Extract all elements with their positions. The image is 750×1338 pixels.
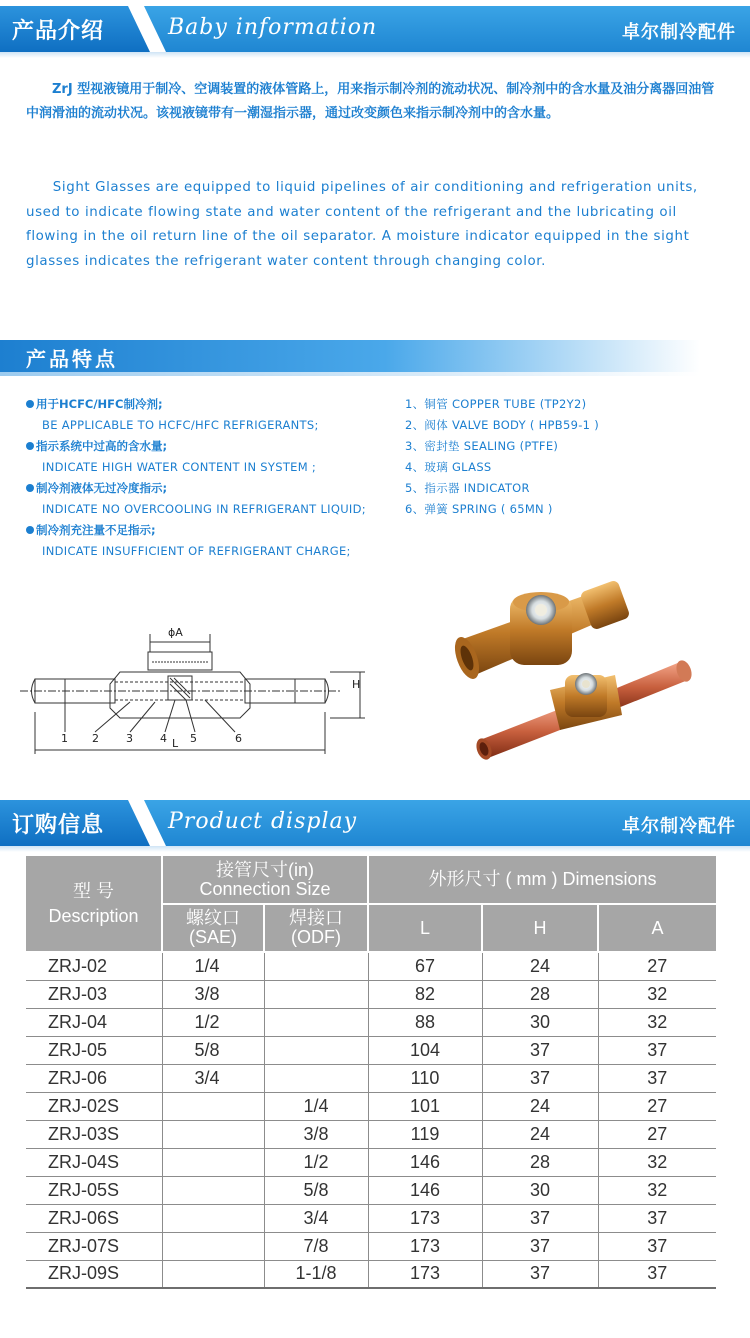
table-cell: 37 (598, 1204, 716, 1232)
table-cell: ZRJ-03S (26, 1120, 162, 1148)
table-row (26, 1120, 716, 1148)
table-cell (264, 1036, 368, 1064)
table-cell: 173 (368, 1232, 482, 1260)
table-cell: 1/4 (264, 1092, 368, 1120)
table-row (26, 1008, 716, 1036)
table-cell (162, 1148, 264, 1176)
sight-glass-odf-photo (474, 658, 695, 761)
table-cell: 5/8 (162, 1036, 264, 1064)
feature-item-en: INDICATE INSUFFICIENT OF REFRIGERANT CHARGE; (42, 544, 351, 558)
label-l: L (172, 737, 179, 750)
brand-name: 卓尔制冷配件 (622, 22, 736, 43)
feature-item-cn: 制冷剂液体无过冷度指示; (26, 478, 396, 499)
table-row (26, 1260, 716, 1288)
intro-english: Sight Glasses are equipped to liquid pipelines of air conditioning and refrigeration units, used to indicate flowing state and water content of the refrigerant and the lubricating oil flowing in the oil return line of the oil separator. A moisture indicator equipped in the sight glasses indicates the refrigerant water content through changing color. (26, 180, 698, 269)
table-cell: 1/2 (162, 1008, 264, 1036)
section-header-order-info (0, 800, 750, 846)
technical-drawing (20, 622, 380, 762)
table-cell: 37 (482, 1064, 598, 1092)
table-cell (264, 980, 368, 1008)
table-row (26, 1036, 716, 1064)
table-cell: 67 (368, 952, 482, 980)
part-item: 6、弹簧 SPRING ( 65MN ) (405, 502, 553, 516)
table-cell: 37 (598, 1036, 716, 1064)
table-cell (162, 1176, 264, 1204)
features-title: 产品特点 (26, 347, 118, 371)
table-cell: 101 (368, 1092, 482, 1120)
header-model: 型 号 Description (26, 856, 162, 952)
part-item: 1、铜管 COPPER TUBE (TP2Y2) (405, 397, 587, 411)
feature-list (26, 394, 396, 562)
table-cell: 173 (368, 1204, 482, 1232)
table-cell: 24 (482, 1120, 598, 1148)
table-cell: 37 (482, 1232, 598, 1260)
part-item: 4、玻璃 GLASS (405, 460, 492, 474)
table-cell: 1-1/8 (264, 1260, 368, 1288)
table-cell: ZRJ-03 (26, 980, 162, 1008)
intro-chinese: ZrJ 型视液镜用于制冷、空调装置的液体管路上，用来指示制冷剂的流动状况、制冷剂中的含水量及油分离器回油管中润滑油的流动状况。该视液镜带有一潮湿指示器，通过改变颜色来指示制冷剂中的含水量。 (26, 82, 715, 121)
table-row (26, 1232, 716, 1260)
table-cell: 88 (368, 1008, 482, 1036)
table-cell: 37 (598, 1232, 716, 1260)
callout-number: 3 (126, 732, 133, 745)
feature-item-en: INDICATE HIGH WATER CONTENT IN SYSTEM ; (42, 460, 317, 474)
callout-number: 2 (92, 732, 99, 745)
table-cell: 1/4 (162, 952, 264, 980)
table-row (26, 952, 716, 980)
table-cell (162, 1092, 264, 1120)
table-row (26, 1148, 716, 1176)
part-item: 2、阀体 VALVE BODY ( HPB59-1 ) (405, 418, 600, 432)
table-cell: 37 (482, 1260, 598, 1288)
table-cell: 32 (598, 1008, 716, 1036)
section-header-product-intro (0, 6, 750, 52)
table-cell: 37 (598, 1260, 716, 1288)
table-cell: ZRJ-05S (26, 1176, 162, 1204)
header-underline (0, 846, 750, 852)
table-cell: ZRJ-09S (26, 1260, 162, 1288)
table-cell: 5/8 (264, 1176, 368, 1204)
table-cell: 30 (482, 1176, 598, 1204)
label-h: H (352, 678, 361, 691)
table-cell: 173 (368, 1260, 482, 1288)
header-underline (0, 52, 750, 58)
callout-number: 4 (160, 732, 167, 745)
bullet-icon (26, 526, 34, 534)
table-cell: ZRJ-06 (26, 1064, 162, 1092)
header-h: H (482, 904, 598, 952)
header-dimensions: 外形尺寸 ( mm ) Dimensions (368, 856, 716, 904)
bullet-icon (26, 484, 34, 492)
header-a: A (598, 904, 716, 952)
table-cell: 24 (482, 1092, 598, 1120)
table-cell (264, 952, 368, 980)
feature-item-cn: 指示系统中过高的含水量; (26, 436, 396, 457)
specification-table (26, 856, 716, 1289)
table-cell: 27 (598, 952, 716, 980)
label-phi-a: ϕA (168, 626, 183, 639)
table-cell: 32 (598, 1148, 716, 1176)
header-odf: 焊接口 (ODF) (264, 904, 368, 952)
parts-list (405, 394, 745, 520)
table-cell: 28 (482, 1148, 598, 1176)
header-l: L (368, 904, 482, 952)
table-cell (162, 1204, 264, 1232)
callout-number: 5 (190, 732, 197, 745)
table-cell (162, 1232, 264, 1260)
table-cell: ZRJ-07S (26, 1232, 162, 1260)
section-header-features (0, 340, 700, 372)
table-cell: 7/8 (264, 1232, 368, 1260)
table-cell: 30 (482, 1008, 598, 1036)
table-cell: 37 (482, 1036, 598, 1064)
table-cell: 28 (482, 980, 598, 1008)
table-cell: ZRJ-04S (26, 1148, 162, 1176)
product-photos (400, 580, 750, 770)
callout-number: 6 (235, 732, 242, 745)
table-cell: 37 (482, 1204, 598, 1232)
section-title: 产品介绍 (12, 19, 105, 44)
table-cell (264, 1008, 368, 1036)
table-row (26, 1204, 716, 1232)
table-cell: 32 (598, 1176, 716, 1204)
bullet-icon (26, 400, 34, 408)
table-cell: 146 (368, 1148, 482, 1176)
table-cell: ZRJ-04 (26, 1008, 162, 1036)
table-cell: 3/4 (264, 1204, 368, 1232)
part-item: 3、密封垫 SEALING (PTFE) (405, 439, 559, 453)
table-cell: 24 (482, 952, 598, 980)
feature-item-en: INDICATE NO OVERCOOLING IN REFRIGERANT LIQUID; (42, 502, 366, 516)
table-cell (162, 1120, 264, 1148)
table-cell: 1/2 (264, 1148, 368, 1176)
header-sae: 螺纹口 (SAE) (162, 904, 264, 952)
features-underline (0, 372, 700, 376)
table-cell: 82 (368, 980, 482, 1008)
table-cell: 3/8 (162, 980, 264, 1008)
table-row (26, 1176, 716, 1204)
callout-number: 1 (61, 732, 68, 745)
header-connection-size: 接管尺寸(in) Connection Size (162, 856, 368, 904)
bullet-icon (26, 442, 34, 450)
part-item: 5、指示器 INDICATOR (405, 481, 530, 495)
table-cell: 3/4 (162, 1064, 264, 1092)
section-title: 订购信息 (12, 813, 105, 838)
table-row (26, 1092, 716, 1120)
table-cell: ZRJ-02S (26, 1092, 162, 1120)
table-cell: ZRJ-06S (26, 1204, 162, 1232)
table-cell: 104 (368, 1036, 482, 1064)
table-cell: 3/8 (264, 1120, 368, 1148)
table-cell: 37 (598, 1064, 716, 1092)
table-row (26, 1064, 716, 1092)
table-cell: 32 (598, 980, 716, 1008)
table-cell: 146 (368, 1176, 482, 1204)
section-subtitle: Baby information (168, 15, 378, 40)
table-cell: ZRJ-05 (26, 1036, 162, 1064)
section-subtitle: Product display (168, 809, 358, 834)
table-cell: 27 (598, 1092, 716, 1120)
feature-item-cn: 用于HCFC/HFC制冷剂; (26, 394, 396, 415)
table-cell: 27 (598, 1120, 716, 1148)
table-cell (264, 1064, 368, 1092)
table-row (26, 980, 716, 1008)
brand-name: 卓尔制冷配件 (622, 816, 736, 837)
sight-glass-sae-photo (450, 580, 631, 682)
feature-item-en: BE APPLICABLE TO HCFC/HFC REFRIGERANTS; (42, 418, 319, 432)
table-cell (162, 1260, 264, 1288)
table-cell: ZRJ-02 (26, 952, 162, 980)
table-cell: 110 (368, 1064, 482, 1092)
table-cell: 119 (368, 1120, 482, 1148)
feature-item-cn: 制冷剂充注量不足指示; (26, 520, 396, 541)
